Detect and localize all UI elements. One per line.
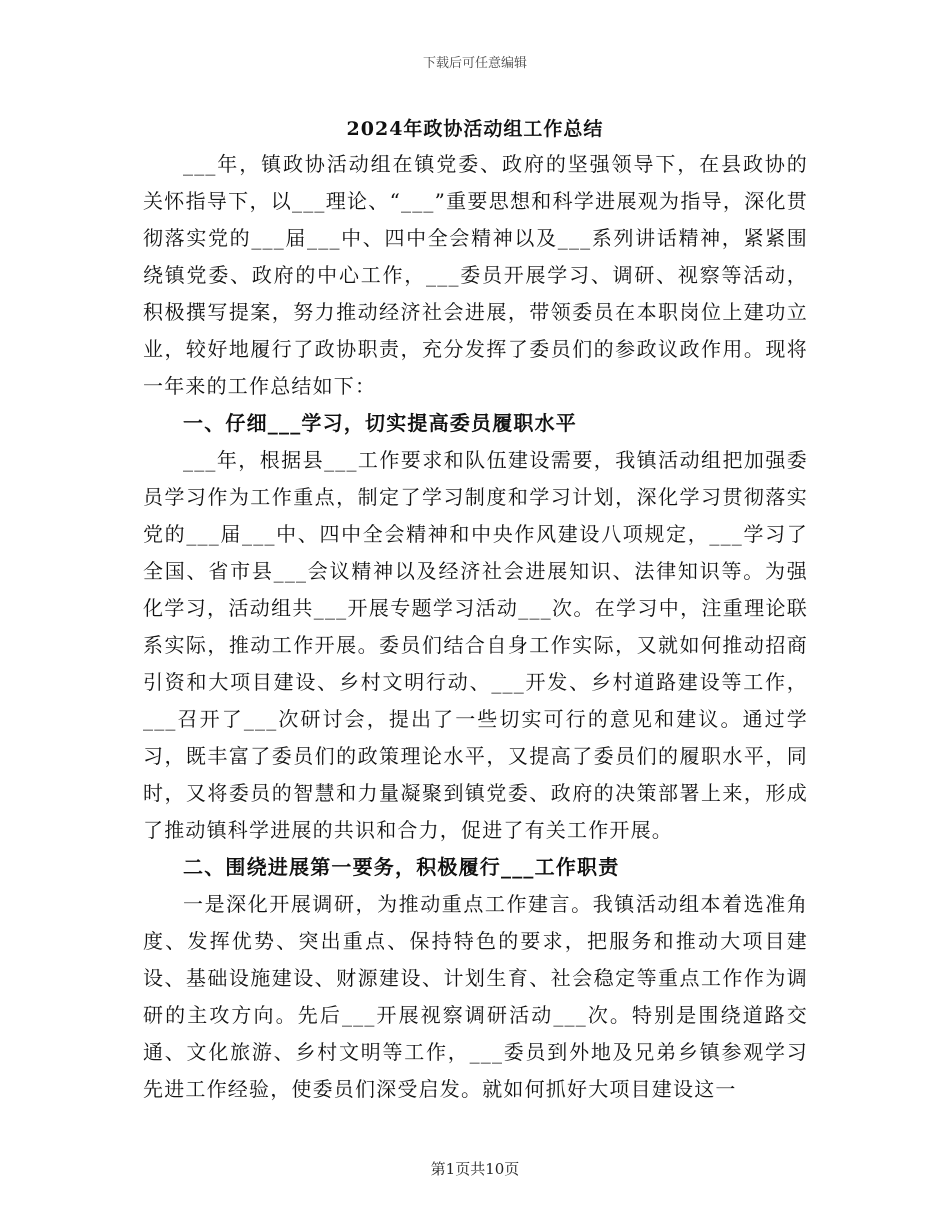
document-title: 2024年政协活动组工作总结: [346, 118, 604, 140]
paragraph-intro: ___年，镇政协活动组在镇党委、政府的坚强领导下，在县政协的关怀指导下，以___理论、“___”重要思想和科学进展观为指导，深化贯彻落实党的___届___中、四中全会精神以及___系列讲话精神，紧紧围绕镇党委、政府的中心工作，___委员开展学习、调研、视察等活动，积极撰写提案，努力推动经济社会进展，带领委员在本职岗位上建功立业，较好地履行了政协职责，充分发挥了委员们的参政议政作用。现将一年来的工作总结如下：: [143, 152, 808, 398]
section-heading-1: 一、仔细___学习，切实提高委员履职水平: [183, 411, 577, 435]
paragraph-study: ___年，根据县___工作要求和队伍建设需要，我镇活动组把加强委员学习作为工作重点，制定了学习制度和学习计划，深化学习贯彻落实党的___届___中、四中全会精神和中央作风建设八项规定，___学习了全国、省市县___会议精神以及经济社会进展知识、法律知识等。为强化学习，活动组共___开展专题学习活动___次。在学习中，注重理论联系实际，推动工作开展。委员们结合自身工作实际，又就如何推动招商引资和大项目建设、乡村文明行动、___开发、乡村道路建设等工作，___召开了___次研讨会，提出了一些切实可行的意见和建议。通过学习，既丰富了委员们的政策理论水平，又提高了委员们的履职水平，同时，又将委员的智慧和力量凝聚到镇党委、政府的决策部署上来，形成了推动镇科学进展的共识和合力，促进了有关工作开展。: [143, 448, 808, 842]
page-header-note: 下载后可任意编辑: [422, 56, 527, 71]
section-heading-2: 二、围绕进展第一要务，积极履行___工作职责: [183, 855, 620, 879]
document-body: [143, 146, 808, 1108]
paragraph-research: 一是深化开展调研，为推动重点工作建言。我镇活动组本着选准角度、发挥优势、突出重点、保持特色的要求，把服务和推动大项目建设、基础设施建设、财源建设、计划生育、社会稳定等重点工作作为调研的主攻方向。先后___开展视察调研活动___次。特别是围绕道路交通、文化旅游、乡村文明等工作，___委员到外地及兄弟乡镇参观学习先进工作经验，使委员们深受启发。就如何抓好大项目建设这一: [143, 892, 808, 1101]
page-number: 第1页共10页: [430, 1160, 520, 1178]
